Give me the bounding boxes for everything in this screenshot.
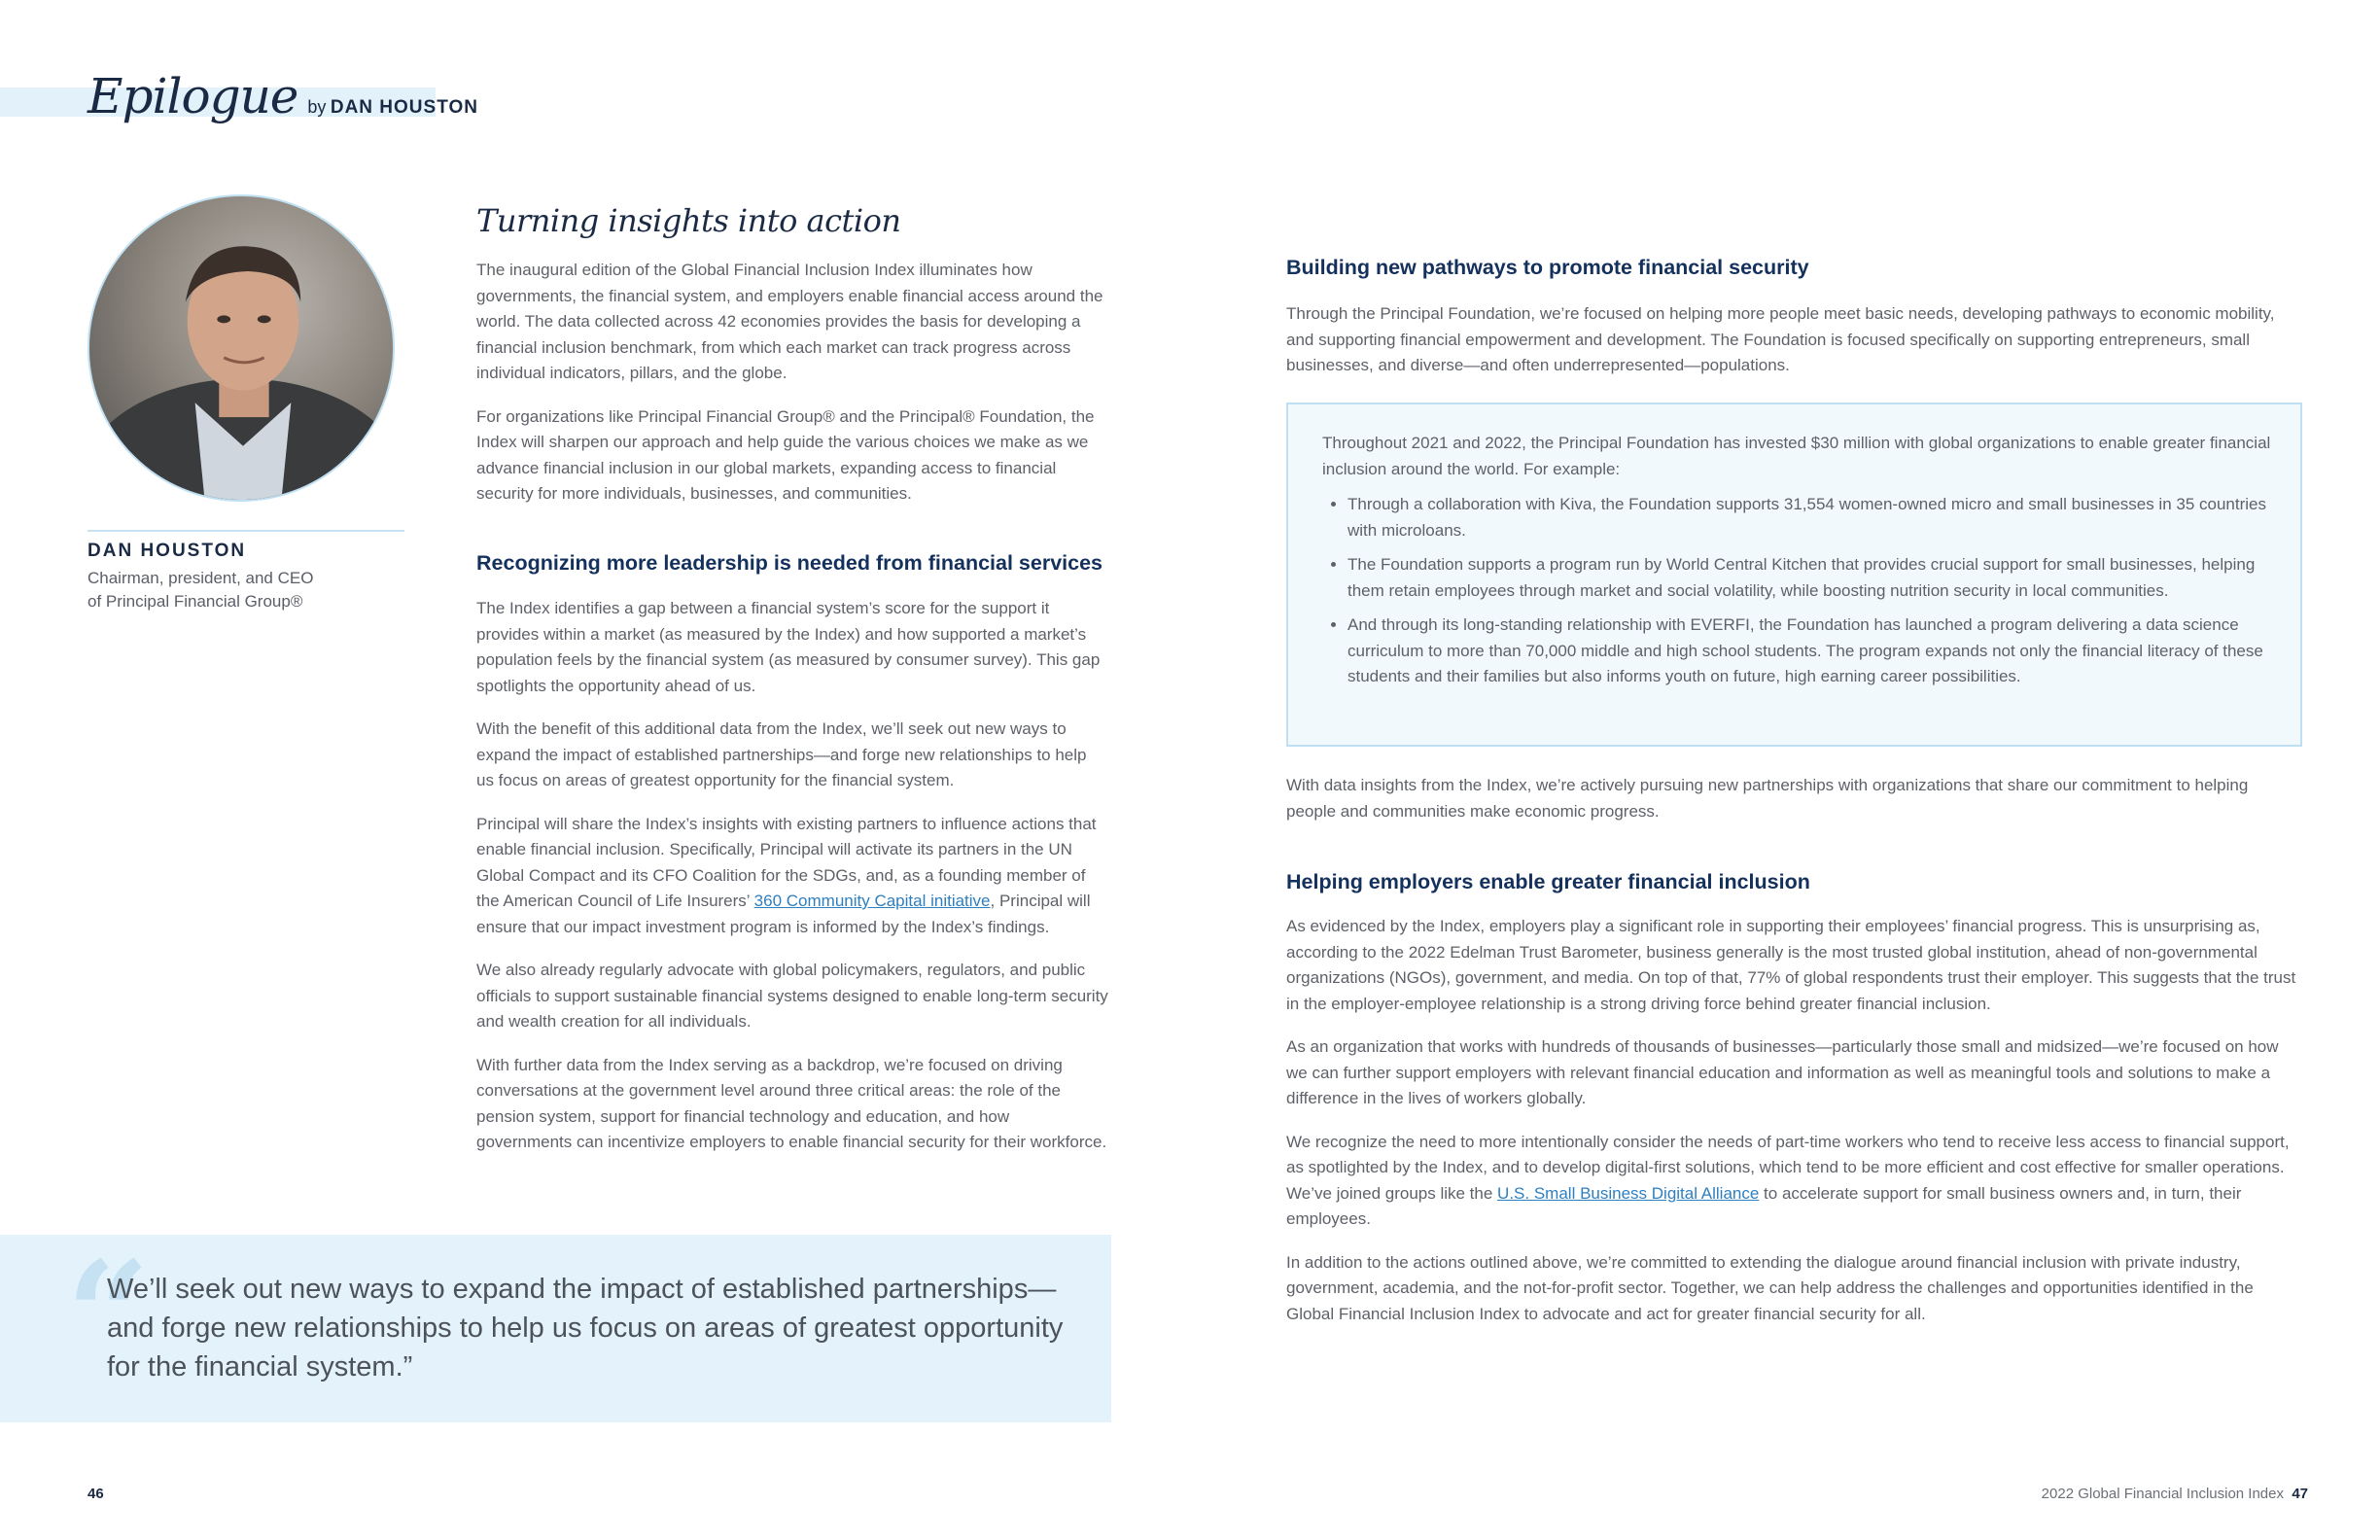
author-role-line2: of Principal Financial Group® — [88, 592, 303, 611]
author-name: DAN HOUSTON — [88, 541, 247, 561]
paragraph: In addition to the actions outlined above, we’re committed to extending the dialogue around financial inclusion with private industry, government, academia, and the not-for-profit sector. Together, we can help address the challenges and opportunities identified in the Global Financial Inclusion Index to advocate and act for greater financial security for all. — [1286, 1252, 2254, 1323]
paragraph: As evidenced by the Index, employers play a significant role in supporting their employees’ financial progress. This is unsurprising as, according to the 2022 Edelman Trust Barometer, business generally is the most trusted global institution, ahead of non-governmental organizations (NGOs), government, and media. On top of that, 77% of global respondents trust their employer. This suggests that the trust in the employer-employee relationship is a strong driving force behind greater financial inclusion. — [1286, 917, 2296, 1013]
digital-alliance-link[interactable]: U.S. Small Business Digital Alliance — [1497, 1183, 1760, 1203]
paragraph: The inaugural edition of the Global Financial Inclusion Index illuminates how governments, the financial system, and employers enable financial access around the world. The data collected across 42 economies provides the basis for developing a financial inclusion benchmark, from which each market can track progress across individual indicators, pillars, and the globe. — [476, 261, 1103, 382]
author-role-line1: Chairman, president, and CEO — [88, 569, 314, 587]
paragraph-text: to accelerate support for small business owners and, in turn, their employees. — [1286, 1183, 2242, 1228]
right-heading-2: Helping employers enable greater financial inclusion — [1286, 870, 1810, 893]
page-number-right: 47 — [2292, 1486, 2308, 1502]
section-title: Epilogue — [88, 68, 298, 124]
right-body — [1286, 914, 2297, 1345]
paragraph: The Index identifies a gap between a financial system’s score for the support it provides within a market (as measured by the Index) and how supported a market’s population feels by the financial system (as measured by consumer survey). This gap spotlights the opportunity ahead of us. — [476, 599, 1101, 695]
paragraph-with-link — [476, 812, 1108, 941]
list-item: • Through a collaboration with Kiva, the Foundation supports 31,554 women-owned micro and small businesses in 35 countries with microloans. — [1348, 492, 2280, 543]
paragraph-text: , Principal will ensure that our impact investment program is informed by the Index’s findings. — [476, 892, 1091, 936]
paragraph: With further data from the Index serving as a backdrop, we’re focused on driving conversations at the government level around three critical areas: the role of the pension system, support for financial technology and education, and how governments can incentivize employers to enable financial security for their workforce. — [476, 1055, 1107, 1151]
byline-author: DAN HOUSTON — [330, 97, 478, 118]
sidebar-divider — [88, 530, 404, 532]
quote-mark-icon: “ — [66, 1230, 151, 1401]
byline-prefix: by — [307, 97, 327, 117]
list-item: • And through its long-standing relationship with EVERFI, the Foundation has launched a program delivering a data science curriculum to more than 70,000 middle and high school students. The program expands not only the financial literacy of these students and their families but also informs youth on future, high earning career possibilities. — [1348, 612, 2280, 690]
paragraph: We also already regularly advocate with global policymakers, regulators, and public officials to support sustainable financial systems designed to enable long-term security and wealth creation for all individuals. — [476, 961, 1108, 1031]
portrait-illustration — [89, 196, 393, 500]
left-body — [476, 596, 1108, 1173]
right-paragraph-1: Through the Principal Foundation, we’re focused on helping more people meet basic needs, developing pathways to economic mobility, and supporting financial empowerment and development. The Foundation is focused specifically on supporting entrepreneurs, small businesses, and diverse—and often underrepresented—populations. — [1286, 304, 2275, 374]
paragraph: For organizations like Principal Financial Group® and the Principal® Foundation, the Index will sharpen our approach and help guide the various choices we make as we advance financial inclusion in our global markets, expanding access to financial security for more individuals, businesses, and communities. — [476, 406, 1095, 503]
paragraph-text: Principal will share the Index’s insights with existing partners to influence actions that enable financial inclusion. Specifically, Principal will activate its partners in the UN Global Compact and its CFO Coalition for the SDGs, and, as a founding member of the American Council of Life Insurers’ — [476, 814, 1097, 910]
author-role — [88, 567, 379, 613]
community-capital-link[interactable]: 360 Community Capital initiative — [753, 892, 991, 910]
callout-content — [1322, 431, 2280, 699]
right-heading-1: Building new pathways to promote financial security — [1286, 256, 1809, 279]
left-title: Turning insights into action — [476, 202, 901, 239]
section-header — [88, 68, 478, 124]
left-intro — [476, 258, 1108, 525]
list-item: • The Foundation supports a program run by World Central Kitchen that provides crucial support for small businesses, helping them retain employees through market and social volatility, while boosting nutrition security in local communities. — [1348, 552, 2280, 604]
right-paragraph-2: With data insights from the Index, we’re actively pursuing new partnerships with organizations that share our commitment to helping people and communities make economic progress. — [1286, 776, 2249, 821]
callout-list — [1322, 492, 2280, 690]
author-portrait — [88, 194, 395, 502]
paragraph: With the benefit of this additional data from the Index, we’ll seek out new ways to expand the impact of established partnerships—and forge new relationships to help us focus on areas of greatest opportunity for the financial system. — [476, 719, 1087, 789]
page-number-left: 46 — [88, 1486, 104, 1502]
paragraph-with-link — [1286, 1130, 2297, 1233]
pull-quote-text: We’ll seek out new ways to expand the impact of established partnerships—and forge new relationships to help us focus on areas of greatest opportunity for the financial system.” — [107, 1274, 1064, 1382]
paragraph: As an organization that works with hundreds of thousands of businesses—particularly those small and midsized—we’re focused on how we can further support employers with relevant financial education and information as well as meaningful tools and solutions to make a difference in the lives of workers globally. — [1286, 1037, 2279, 1107]
publication-title: 2022 Global Financial Inclusion Index — [2041, 1486, 2284, 1502]
left-subheading: Recognizing more leadership is needed from financial services — [476, 551, 1103, 575]
callout-intro: Throughout 2021 and 2022, the Principal Foundation has invested $30 million with global organizations to enable greater financial inclusion around the world. For example: — [1322, 434, 2271, 478]
paragraph-text: We recognize the need to more intentionally consider the needs of part-time workers who tend to receive less access to financial support, as spotlighted by the Index, and to develop digital-first solutions, which tend to be more efficient and cost effective for smaller operations. We’ve joined groups like the — [1286, 1132, 2290, 1203]
